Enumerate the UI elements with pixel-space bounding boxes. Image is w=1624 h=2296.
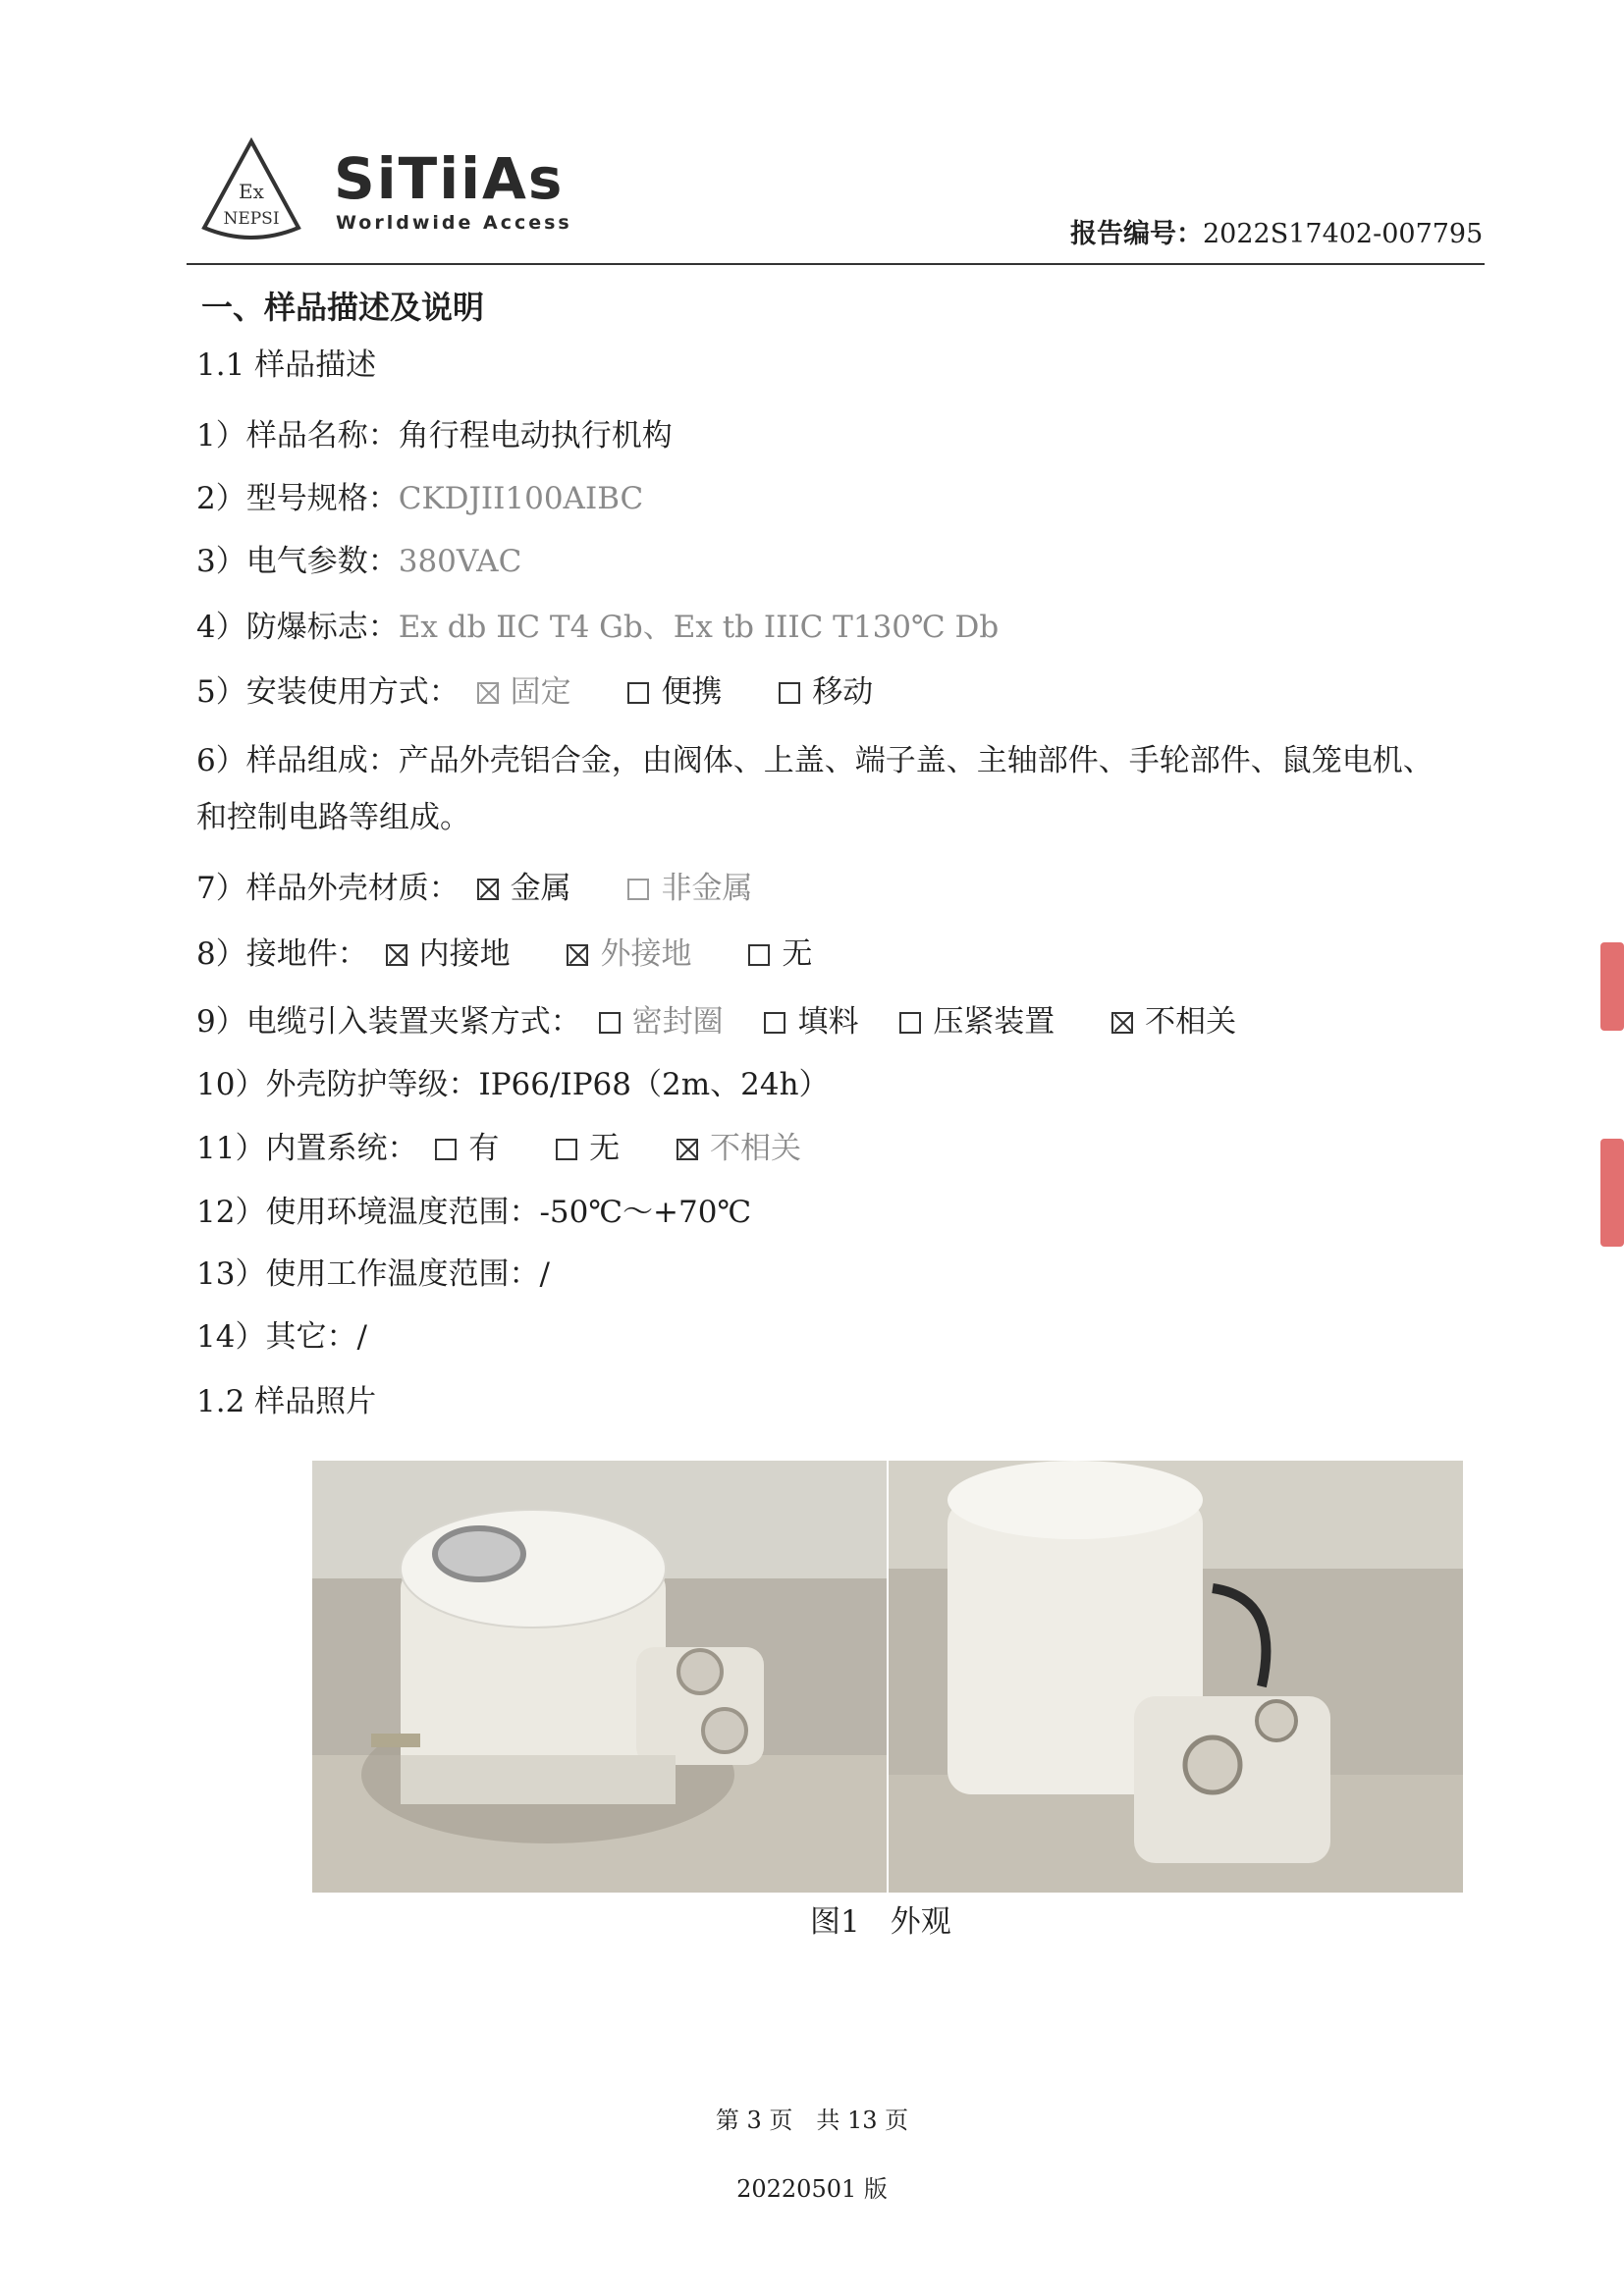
option-label: 非金属 bbox=[661, 871, 753, 906]
brand-name: SiTiiAs bbox=[334, 145, 565, 212]
item-install-method bbox=[196, 672, 873, 712]
item-value: IP66/IP68（2m、24h） bbox=[478, 1067, 830, 1102]
header-rule bbox=[187, 263, 1485, 265]
item-label: 8）接地件： bbox=[196, 936, 368, 972]
item-text: 和控制电路等组成。 bbox=[196, 800, 470, 835]
header-logo bbox=[196, 137, 579, 245]
actuator-photo-icon bbox=[312, 1461, 887, 1893]
brand-tagline: Worldwide Access bbox=[336, 212, 572, 234]
item-sample-name bbox=[196, 416, 673, 455]
logo-badge-bottom: NEPSI bbox=[223, 209, 280, 229]
checkbox-mobile bbox=[779, 682, 800, 704]
item-ambient-temp bbox=[196, 1193, 751, 1232]
item-label: 5）安装使用方式： bbox=[196, 674, 460, 710]
checkbox-builtin-yes bbox=[435, 1139, 457, 1160]
option-label: 不相关 bbox=[710, 1131, 802, 1166]
item-label: 14）其它： bbox=[196, 1319, 357, 1355]
checkbox-metal bbox=[477, 879, 499, 900]
checkbox-portable bbox=[627, 682, 649, 704]
checkbox-builtin-no bbox=[556, 1139, 577, 1160]
checkbox-builtin-na bbox=[677, 1139, 698, 1160]
item-value: -50℃～+70℃ bbox=[539, 1195, 752, 1230]
checkbox-internal-ground bbox=[386, 944, 407, 966]
item-grounding bbox=[196, 934, 812, 974]
item-label: 4）防爆标志： bbox=[196, 610, 399, 645]
item-electrical bbox=[196, 542, 521, 581]
logo-badge-top: Ex bbox=[239, 180, 264, 203]
stamp-fragment bbox=[1600, 1139, 1624, 1247]
option-label: 移动 bbox=[812, 674, 874, 710]
checkbox-external-ground bbox=[567, 944, 588, 966]
option-label: 无 bbox=[589, 1131, 621, 1166]
option-label: 密封圈 bbox=[631, 1004, 724, 1040]
stamp-fragment bbox=[1600, 942, 1624, 1031]
item-composition-line2 bbox=[196, 798, 470, 837]
option-label: 金属 bbox=[510, 871, 571, 906]
item-label: 2）型号规格： bbox=[196, 481, 399, 516]
checkbox-nonmetal bbox=[627, 879, 649, 900]
option-label: 压紧装置 bbox=[933, 1004, 1056, 1040]
item-value: 角行程电动执行机构 bbox=[398, 418, 673, 454]
item-label: 13）使用工作温度范围： bbox=[196, 1256, 540, 1292]
item-enclosure-material bbox=[196, 869, 752, 908]
item-label: 10）外壳防护等级： bbox=[196, 1067, 479, 1102]
item-label: 9）电缆引入装置夹紧方式： bbox=[196, 1004, 581, 1040]
item-working-temp bbox=[196, 1255, 550, 1294]
subsection-sample-photos: 1.2 样品照片 bbox=[196, 1384, 377, 1419]
item-other bbox=[196, 1317, 367, 1357]
nepsi-badge-icon bbox=[196, 137, 306, 247]
checkbox-compression bbox=[899, 1012, 921, 1034]
report-number bbox=[1070, 212, 1483, 250]
item-label: 11）内置系统： bbox=[196, 1131, 418, 1166]
item-label: 3）电气参数： bbox=[196, 544, 399, 579]
item-value: / bbox=[539, 1256, 550, 1292]
report-number-value: 2022S17402-007795 bbox=[1203, 219, 1484, 249]
figure-caption: 图1 外观 bbox=[810, 1904, 951, 1940]
item-value: / bbox=[356, 1319, 367, 1355]
item-label: 7）样品外壳材质： bbox=[196, 871, 460, 906]
checkbox-not-applicable bbox=[1111, 1012, 1133, 1034]
photo-left-actuator bbox=[312, 1461, 887, 1893]
item-label: 12）使用环境温度范围： bbox=[196, 1195, 540, 1230]
page-number: 第 3 页 共 13 页 bbox=[715, 2107, 909, 2134]
item-ip-rating bbox=[196, 1065, 830, 1104]
report-number-label: 报告编号： bbox=[1070, 219, 1203, 249]
checkbox-fixed bbox=[477, 682, 499, 704]
option-label: 外接地 bbox=[600, 936, 692, 972]
item-value: CKDJII100AIBC bbox=[398, 481, 644, 516]
item-value: 380VAC bbox=[398, 544, 522, 579]
item-text: 6）样品组成：产品外壳铝合金，由阀体、上盖、端子盖、主轴部件、手轮部件、鼠笼电机、 bbox=[196, 743, 1434, 778]
checkbox-seal-ring bbox=[599, 1012, 621, 1034]
subsection-sample-description: 1.1 样品描述 bbox=[196, 347, 377, 383]
option-label: 有 bbox=[468, 1131, 500, 1166]
option-label: 填料 bbox=[797, 1004, 859, 1040]
option-label: 固定 bbox=[510, 674, 571, 710]
version-label: 20220501 版 bbox=[736, 2175, 888, 2203]
item-composition-line1 bbox=[196, 741, 1434, 780]
item-cable-entry bbox=[196, 1002, 1236, 1041]
option-label: 无 bbox=[782, 936, 813, 972]
section-title: 一、样品描述及说明 bbox=[201, 289, 485, 326]
option-label: 便携 bbox=[661, 674, 723, 710]
actuator-photo-icon bbox=[889, 1461, 1463, 1893]
item-builtin-system bbox=[196, 1129, 801, 1168]
option-label: 内接地 bbox=[418, 936, 511, 972]
photo-right-actuator bbox=[889, 1461, 1463, 1893]
option-label: 不相关 bbox=[1145, 1004, 1237, 1040]
item-model bbox=[196, 479, 643, 518]
item-ex-marking bbox=[196, 608, 999, 647]
item-value: Ex db ⅡC T4 Gb、Ex tb IIIC T130℃ Db bbox=[398, 610, 1000, 645]
item-label: 1）样品名称： bbox=[196, 418, 399, 454]
checkbox-packing bbox=[764, 1012, 785, 1034]
checkbox-no-ground bbox=[748, 944, 770, 966]
